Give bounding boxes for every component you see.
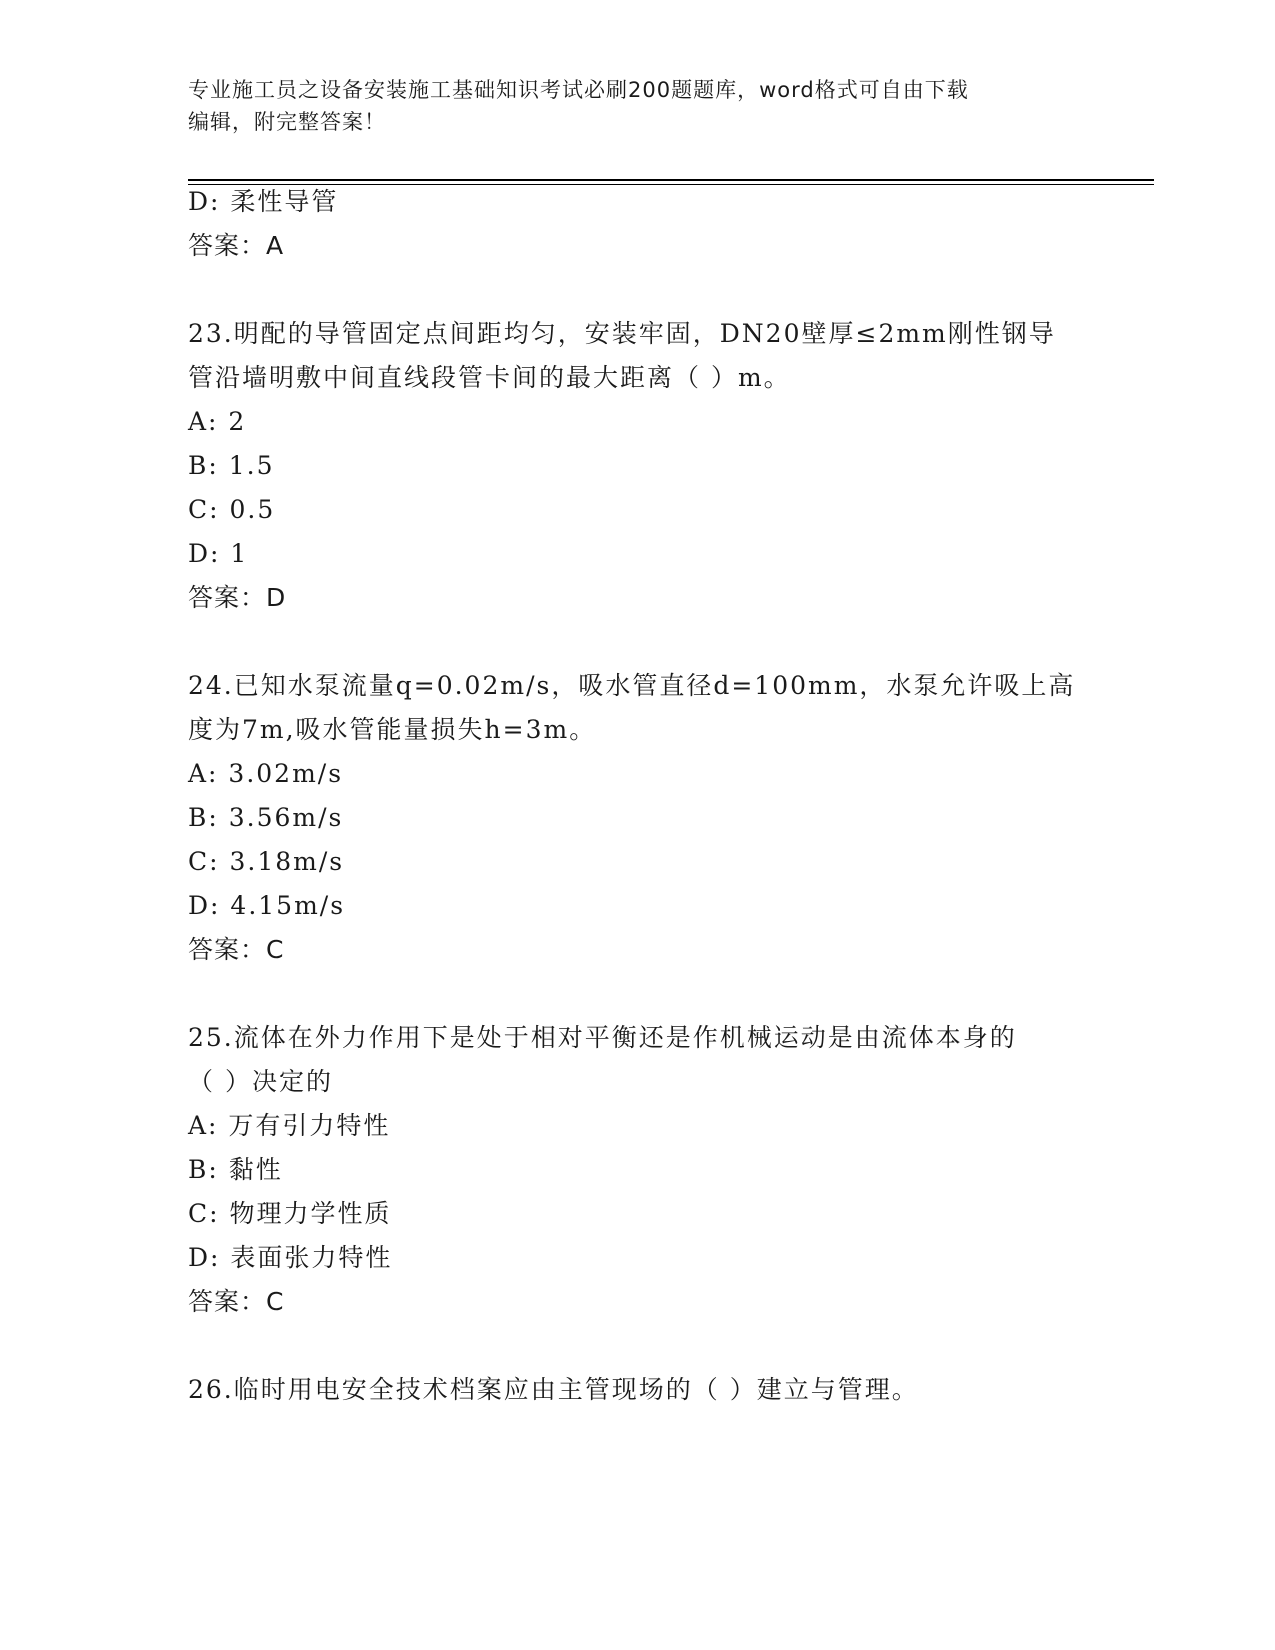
header-divider (188, 184, 1154, 185)
option-a: A: 万有引力特性 (188, 1111, 391, 1140)
answer-label: 答案：C (188, 1287, 285, 1316)
option-c: C: 3.18m/s (188, 847, 345, 876)
header-divider (188, 179, 1154, 181)
option-d: D: 柔性导管 (188, 187, 339, 216)
question-stem: 管沿墙明敷中间直线段管卡间的最大距离（ ）m。 (188, 363, 791, 392)
option-d: D: 1 (188, 539, 249, 568)
question-stem: 23.明配的导管固定点间距均匀，安装牢固，DN20壁厚≤2mm刚性钢导 (188, 319, 1056, 348)
question-stem: 度为7m,吸水管能量损失h=3m。 (188, 715, 597, 744)
document-header (188, 74, 1088, 138)
question-stem: 24.已知水泵流量q=0.02m/s，吸水管直径d=100mm，水泵允许吸上高 (188, 671, 1076, 700)
question-stem: （ ）决定的 (188, 1067, 333, 1096)
option-d: D: 表面张力特性 (188, 1243, 393, 1272)
question-stem: 26.临时用电安全技术档案应由主管现场的（ ）建立与管理。 (188, 1375, 919, 1404)
header-title-line: 专业施工员之设备安装施工基础知识考试必刷200题题库，word格式可自由下载 (188, 78, 969, 102)
option-b: B: 黏性 (188, 1155, 283, 1184)
option-b: B: 1.5 (188, 451, 275, 480)
answer-label: 答案：C (188, 935, 285, 964)
answer-label: 答案：A (188, 231, 285, 260)
option-d: D: 4.15m/s (188, 891, 346, 920)
option-b: B: 3.56m/s (188, 803, 344, 832)
option-c: C: 物理力学性质 (188, 1199, 392, 1228)
answer-label: 答案：D (188, 583, 287, 612)
option-a: A: 2 (188, 407, 247, 436)
header-title-line: 编辑，附完整答案！ (188, 110, 386, 134)
question-stem: 25.流体在外力作用下是处于相对平衡还是作机械运动是由流体本身的 (188, 1023, 1017, 1052)
option-c: C: 0.5 (188, 495, 276, 524)
option-a: A: 3.02m/s (188, 759, 344, 788)
